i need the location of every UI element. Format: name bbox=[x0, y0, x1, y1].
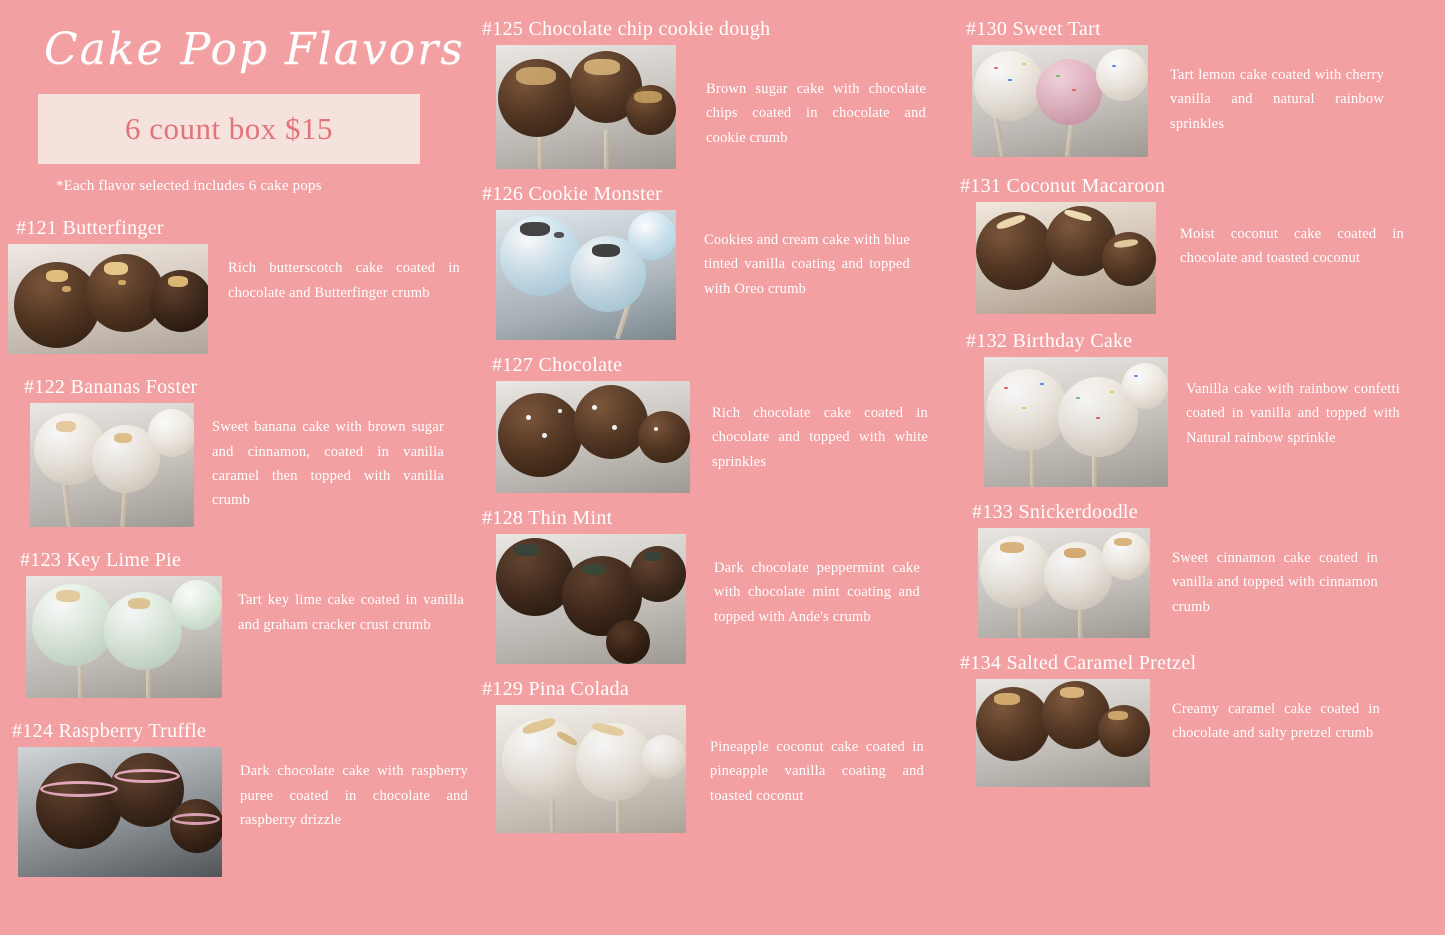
flavor-photo bbox=[30, 403, 194, 527]
flavor-name: #130 Sweet Tart bbox=[966, 18, 1101, 40]
flavor-item bbox=[8, 720, 478, 877]
flavor-photo bbox=[8, 244, 208, 354]
flavor-description: Tart key lime cake coated in vanilla and graham cracker crust crumb bbox=[238, 592, 464, 633]
flavor-item bbox=[966, 18, 1439, 157]
flavor-item bbox=[482, 678, 960, 833]
flavor-name: #123 Key Lime Pie bbox=[20, 549, 182, 572]
flavor-photo bbox=[978, 528, 1150, 638]
price-label: 6 count box $15 bbox=[124, 111, 334, 147]
flavor-photo bbox=[496, 210, 676, 340]
flavor-item bbox=[482, 183, 960, 340]
column-left bbox=[0, 0, 488, 935]
flavor-name: #121 Butterfinger bbox=[16, 217, 164, 240]
flavor-item bbox=[482, 507, 960, 664]
flavor-name: #127 Chocolate bbox=[492, 354, 623, 376]
flavor-item bbox=[488, 354, 960, 493]
flavor-description: Brown sugar cake with chocolate chips coated in chocolate and cookie crumb bbox=[706, 81, 926, 146]
flavor-name: #128 Thin Mint bbox=[482, 507, 613, 529]
flavor-description: Vanilla cake with rainbow confetti coated in vanilla and topped with Natural rainbow sprinkle bbox=[1186, 381, 1400, 446]
flavor-photo bbox=[976, 202, 1156, 314]
flavor-item bbox=[8, 376, 478, 527]
flavor-photo bbox=[984, 357, 1168, 487]
flavor-name: #125 Chocolate chip cookie dough bbox=[482, 18, 771, 40]
note-text: *Each flavor selected includes 6 cake pops bbox=[56, 178, 322, 195]
flavor-name: #124 Raspberry Truffle bbox=[12, 720, 207, 743]
flavor-description: Dark chocolate peppermint cake with chocolate mint coating and topped with Ande's crumb bbox=[714, 560, 920, 625]
page-title: Cake Pop Flavors bbox=[44, 24, 465, 75]
flavor-item bbox=[482, 18, 960, 169]
flavor-photo bbox=[496, 381, 690, 493]
flavor-item bbox=[966, 330, 1439, 487]
flavor-description: Sweet banana cake with brown sugar and cinnamon, coated in vanilla caramel then topped with vanilla crumb bbox=[212, 419, 444, 509]
flavor-photo bbox=[972, 45, 1148, 157]
flavor-name: #133 Snickerdoodle bbox=[972, 501, 1138, 523]
flavor-description: Tart lemon cake coated with cherry vanilla and natural rainbow sprinkles bbox=[1170, 67, 1384, 132]
flavor-description: Pineapple coconut cake coated in pineapple vanilla coating and toasted coconut bbox=[710, 739, 924, 804]
flavor-name: #129 Pina Colada bbox=[482, 678, 630, 700]
flavor-description: Cookies and cream cake with blue tinted vanilla coating and topped with Oreo crumb bbox=[704, 232, 910, 297]
flavor-name: #126 Cookie Monster bbox=[482, 183, 663, 205]
flavor-description: Sweet cinnamon cake coated in vanilla and topped with cinnamon crumb bbox=[1172, 550, 1378, 615]
flavor-photo bbox=[496, 534, 686, 664]
flavor-item bbox=[960, 652, 1439, 787]
flavor-photo bbox=[496, 45, 676, 169]
flavor-item bbox=[8, 217, 478, 354]
flavor-description: Moist coconut cake coated in chocolate and toasted coconut bbox=[1180, 226, 1404, 267]
flavor-name: #134 Salted Caramel Pretzel bbox=[960, 652, 1197, 674]
flavor-description: Dark chocolate cake with raspberry puree coated in chocolate and raspberry drizzle bbox=[240, 763, 468, 829]
flavor-photo bbox=[18, 747, 222, 877]
flavor-photo bbox=[26, 576, 222, 698]
column-right bbox=[960, 0, 1445, 935]
flavor-description: Rich butterscotch cake coated in chocolate and Butterfinger crumb bbox=[228, 260, 460, 301]
flavor-photo bbox=[976, 679, 1150, 787]
flavor-item bbox=[960, 175, 1439, 314]
flavor-description: Rich chocolate cake coated in chocolate and topped with white sprinkles bbox=[712, 405, 928, 470]
flavor-item bbox=[966, 501, 1439, 638]
flavor-name: #132 Birthday Cake bbox=[966, 330, 1133, 352]
flavor-item bbox=[8, 549, 478, 698]
price-banner bbox=[38, 94, 420, 164]
flavor-name: #122 Bananas Foster bbox=[24, 376, 198, 399]
flavor-name: #131 Coconut Macaroon bbox=[960, 175, 1166, 197]
column-middle bbox=[482, 0, 966, 935]
flavor-description: Creamy caramel cake coated in chocolate and salty pretzel crumb bbox=[1172, 701, 1380, 742]
flavor-photo bbox=[496, 705, 686, 833]
